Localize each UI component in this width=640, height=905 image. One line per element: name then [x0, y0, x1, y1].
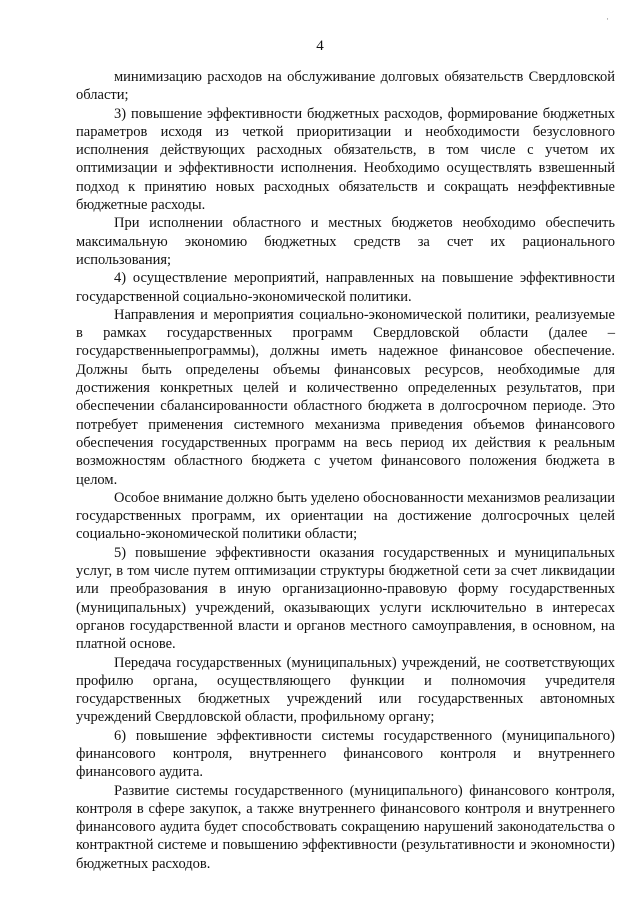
paragraph-9: 6) повышение эффективности системы государственного (муниципального) финансового контроля, внутреннего финансового контроля и внутреннего финансового аудита.	[76, 727, 615, 781]
paragraph-10: Развитие системы государственного (муниципального) финансового контроля, контроля в сфере закупок, а также внутреннего финансового контроля и внутреннего финансового аудита будет способствовать сокращению нарушений законодательства о контрактной системе и повышению эффективности (результативности и экономности) бюджетных расходов.	[76, 782, 615, 872]
paragraph-4: 4) осуществление мероприятий, направленных на повышение эффективности государственной социально-экономической политики.	[76, 270, 615, 305]
paragraph-5: Направления и мероприятия социально-экономической политики, реализуемые в рамках государственных программ Свердловской области (далее – государственныепрограммы), должны иметь надежное финансовое обеспечение. Должны быть определены объемы финансовых ресурсов, необходимые для достижения конкретных целей и количественно определенных результатов, при обеспечении сбалансированности областного бюджета в долгосрочном периоде. Это потребует применения системного механизма приведения объемов финансового обеспечения государственных программ на весь период их действия к реальным возможностям областного бюджета с учетом финансового положения бюджета в целом.	[76, 306, 615, 488]
corner-mark: ·	[606, 14, 609, 24]
paragraph-7: 5) повышение эффективности оказания государственных и муниципальных услуг, в том числе путем оптимизации структуры бюджетной сети за счет ликвидации или преобразования в иную организационно-правовую форму государственных (муниципальных) учреждений, оказывающих услуги исключительно в интересах органов государственной власти и органов местного самоуправления, в основном, на платной основе.	[76, 544, 615, 653]
paragraph-1: минимизацию расходов на обслуживание долговых обязательств Свердловской области;	[76, 69, 615, 104]
paragraph-6: Особое внимание должно быть уделено обоснованности механизмов реализации государственных программ, их ориентации на достижение долгосрочных целей социально-экономической политики области;	[76, 489, 615, 543]
page-number: 4	[316, 38, 324, 54]
paragraph-8: Передача государственных (муниципальных) учреждений, не соответствующих профилю органа, осуществляющего функции и полномочия учредителя государственных бюджетных учреждений или государственных автономных учреждений Свердловской области, профильному органу;	[76, 654, 615, 726]
document-body	[76, 68, 615, 873]
paragraph-3: При исполнении областного и местных бюджетов необходимо обеспечить максимальную экономию бюджетных средств за счет их рационального использования;	[76, 215, 615, 268]
paragraph-2: 3) повышение эффективности бюджетных расходов, формирование бюджетных параметров исходя из четкой приоритизации и необходимости безусловного исполнения действующих расходных обязательств, в том числе с учетом их оптимизации и эффективности исполнения. Необходимо осуществлять взвешенный подход к принятию новых расходных обязательств и сокращать неэффективные бюджетные расходы.	[76, 105, 615, 214]
